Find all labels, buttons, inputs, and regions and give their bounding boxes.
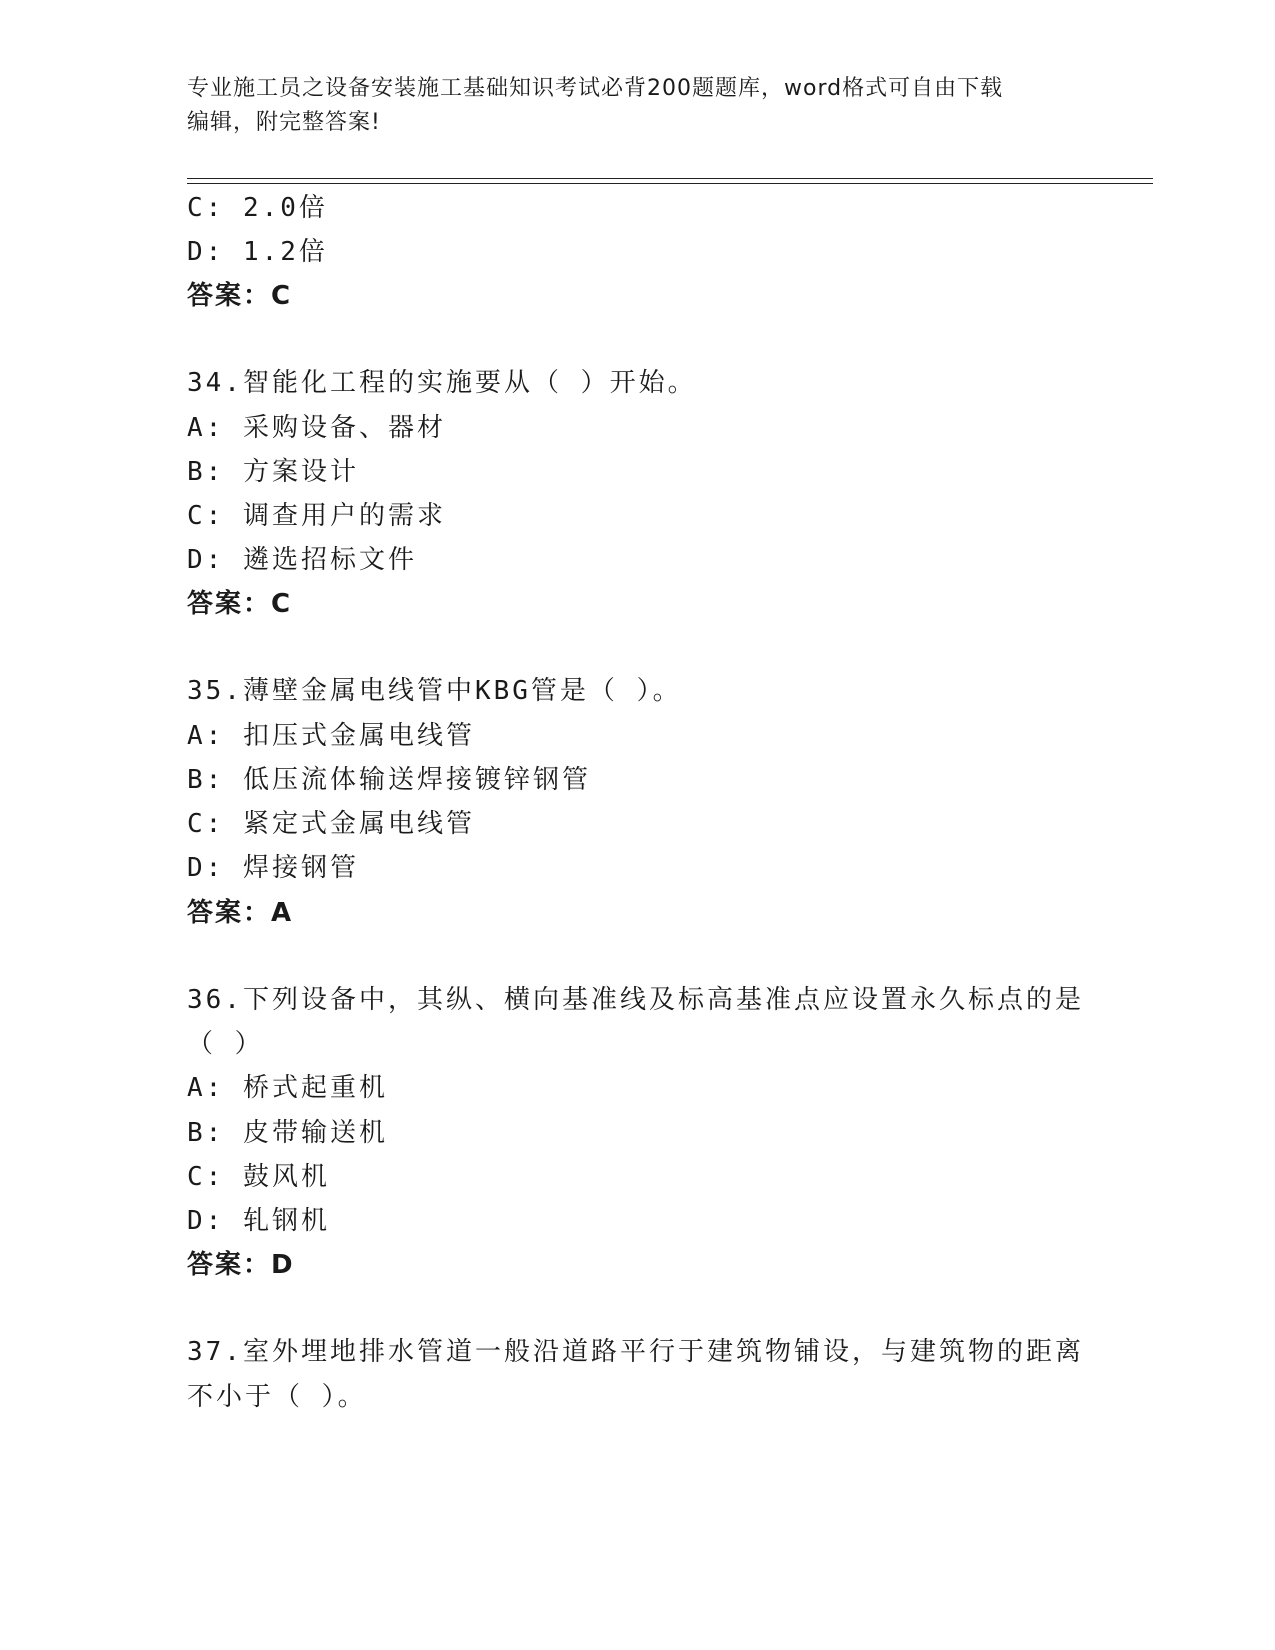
q36-answer: 答案：D — [187, 1250, 295, 1280]
q33-answer: 答案：C — [187, 281, 293, 311]
q36-stem-line-1: 36.下列设备中，其纵、横向基准线及标高基准点应设置永久标点的是 — [187, 985, 1084, 1015]
q35-option-b: B: 低压流体输送焊接镀锌钢管 — [187, 765, 591, 795]
q37-stem-line-1: 37.室外埋地排水管道一般沿道路平行于建筑物铺设，与建筑物的距离 — [187, 1337, 1084, 1367]
q33-option-c: C: 2.0倍 — [187, 193, 328, 223]
q36-option-c: C: 鼓风机 — [187, 1162, 330, 1192]
page-header — [187, 72, 1067, 140]
q34-stem: 34.智能化工程的实施要从（ ）开始。 — [187, 368, 697, 398]
q35-answer: 答案：A — [187, 898, 294, 928]
q35-option-c: C: 紧定式金属电线管 — [187, 809, 475, 839]
q34-option-d: D: 遴选招标文件 — [187, 545, 417, 575]
header-title-line-2: 编辑，附完整答案! — [187, 110, 381, 135]
header-divider-bottom — [187, 183, 1153, 184]
q34-option-c: C: 调查用户的需求 — [187, 501, 446, 531]
q36-option-d: D: 轧钢机 — [187, 1206, 330, 1236]
q36-stem-line-2: （ ） — [187, 1029, 264, 1059]
q36-option-a: A: 桥式起重机 — [187, 1073, 388, 1103]
header-divider-top — [187, 178, 1153, 179]
q33-option-d: D: 1.2倍 — [187, 237, 328, 267]
q37-stem-line-2: 不小于（ ）。 — [187, 1382, 367, 1412]
q36-option-b: B: 皮带输送机 — [187, 1118, 388, 1148]
header-title-line-1: 专业施工员之设备安装施工基础知识考试必背200题题库，word格式可自由下载 — [187, 76, 1004, 101]
q34-option-b: B: 方案设计 — [187, 457, 359, 487]
q35-option-a: A: 扣压式金属电线管 — [187, 721, 475, 751]
q35-option-d: D: 焊接钢管 — [187, 853, 359, 883]
q34-option-a: A: 采购设备、器材 — [187, 413, 446, 443]
q34-answer: 答案：C — [187, 589, 293, 619]
q35-stem: 35.薄壁金属电线管中KBG管是（ ）。 — [187, 676, 682, 706]
